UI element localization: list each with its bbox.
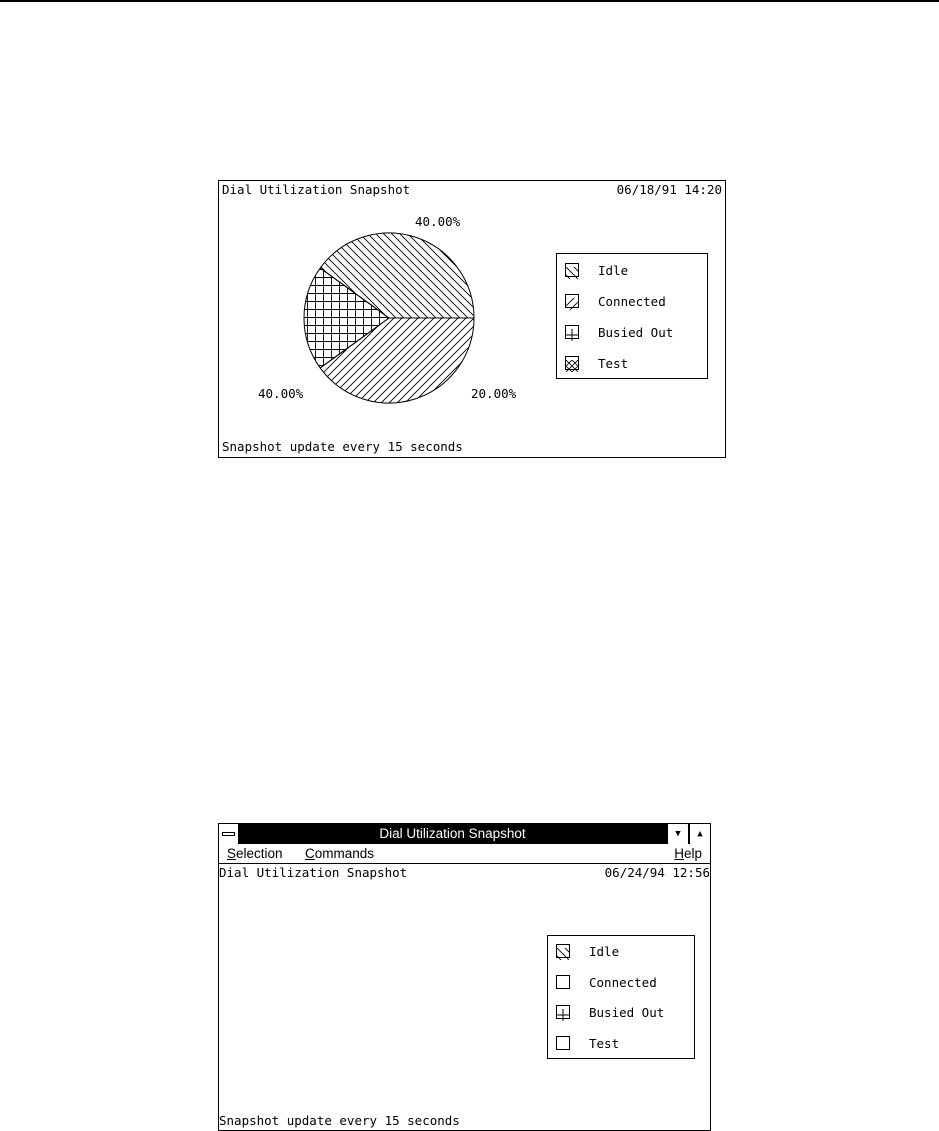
app-window bbox=[218, 823, 711, 1131]
legend-label: Connected bbox=[589, 975, 657, 990]
menu-commands[interactable]: Commands bbox=[305, 846, 375, 861]
snapshot-datetime: 06/18/91 14:20 bbox=[616, 182, 722, 197]
empty-icon bbox=[556, 1036, 570, 1050]
legend-label: Test bbox=[589, 1036, 620, 1051]
menu-bar bbox=[219, 844, 710, 864]
legend-label: Connected bbox=[598, 294, 666, 309]
system-menu-button[interactable] bbox=[219, 824, 239, 844]
empty-icon bbox=[556, 975, 570, 989]
maximize-button[interactable] bbox=[689, 824, 710, 844]
grid-icon bbox=[565, 325, 579, 339]
snapshot-title: Dial Utilization Snapshot bbox=[219, 865, 408, 880]
legend-label: Idle bbox=[589, 944, 620, 959]
minimize-button[interactable] bbox=[667, 824, 688, 844]
diag-back-icon bbox=[565, 263, 579, 277]
legend-label: Test bbox=[598, 356, 629, 371]
menu-selection[interactable]: Selection bbox=[227, 846, 283, 861]
legend-label: Busied Out bbox=[589, 1005, 665, 1020]
snapshot-datetime: 06/24/94 12:56 bbox=[604, 865, 710, 880]
legend-label: Busied Out bbox=[598, 325, 674, 340]
crosshatch-icon bbox=[565, 356, 579, 370]
snapshot-panel-top bbox=[218, 180, 726, 458]
pie-label-connected: 40.00% bbox=[258, 386, 304, 401]
pie-label-idle: 40.00% bbox=[415, 214, 461, 229]
page-top-rule bbox=[0, 0, 939, 2]
diag-back-icon bbox=[556, 944, 570, 958]
snapshot-footer: Snapshot update every 15 seconds bbox=[219, 1113, 460, 1128]
system-menu-icon bbox=[222, 832, 235, 836]
diag-fwd-icon bbox=[565, 294, 579, 308]
legend-label: Idle bbox=[598, 263, 629, 278]
triangle-up-icon: ▲ bbox=[697, 829, 703, 839]
snapshot-footer: Snapshot update every 15 seconds bbox=[222, 439, 463, 454]
pie-label-busied: 20.00% bbox=[471, 386, 517, 401]
legend-bottom bbox=[547, 935, 695, 1059]
window-title: Dial Utilization Snapshot bbox=[379, 826, 526, 841]
grid-icon bbox=[556, 1005, 570, 1019]
legend-top bbox=[556, 253, 708, 379]
title-bar[interactable] bbox=[219, 824, 710, 844]
snapshot-title: Dial Utilization Snapshot bbox=[222, 182, 411, 197]
triangle-down-icon: ▼ bbox=[675, 829, 681, 839]
menu-help[interactable]: Help bbox=[674, 846, 702, 861]
